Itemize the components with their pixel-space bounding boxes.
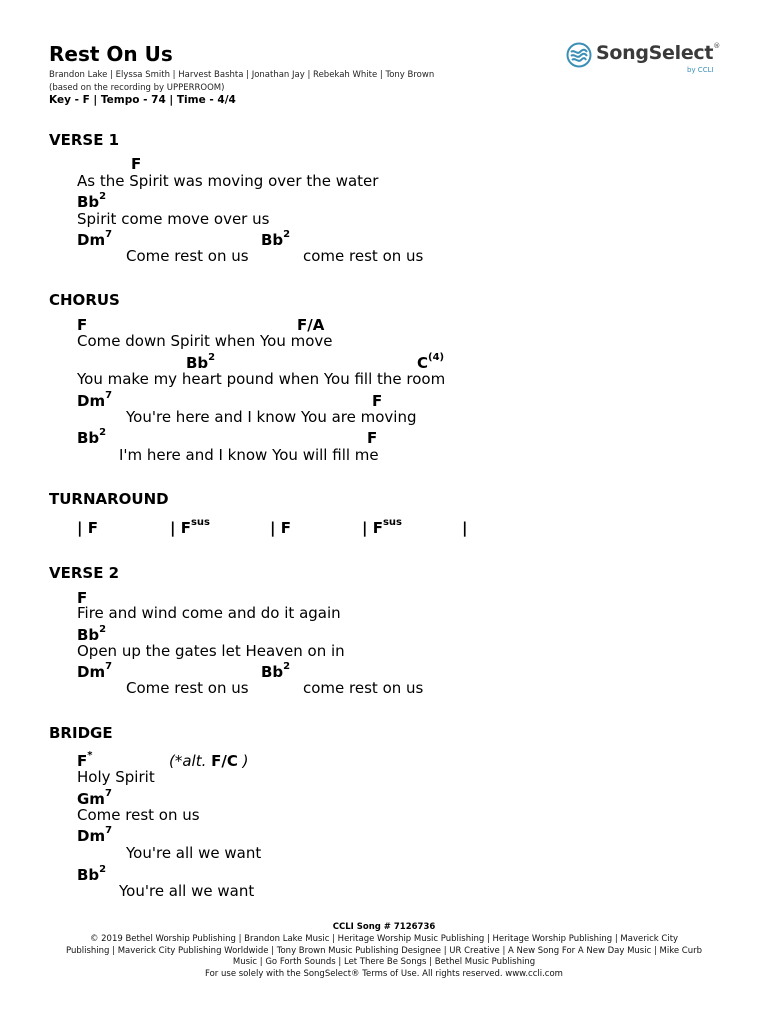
chord-root: | F <box>170 519 191 537</box>
authors-line: Brandon Lake | Elyssa Smith | Harvest Bashta | Jonathan Jay | Rebekah White | Tony Brown <box>49 70 435 80</box>
lyric-line: Fire and wind come and do it again <box>77 604 341 622</box>
ccli-song-number: CCLI Song # 7126736 <box>332 922 436 932</box>
chord-root: Bb <box>186 354 209 372</box>
turnaround-bar-end: | <box>462 519 468 537</box>
lyric-line: Open up the gates let Heaven on in <box>77 642 345 660</box>
recording-credit: (based on the recording by UPPERROOM) <box>49 83 225 93</box>
chord-extension: sus <box>190 517 210 528</box>
lyric-line: Come rest on us <box>77 806 200 824</box>
chord: F <box>372 392 383 410</box>
lyric-line: Holy Spirit <box>77 768 155 786</box>
section-bridge: BRIDGE <box>49 724 113 742</box>
chord: F <box>77 316 88 334</box>
chord: F <box>131 155 142 173</box>
alt-chord: F/C <box>211 752 238 770</box>
chord-extension: 7 <box>105 661 113 672</box>
lyric-line: You're all we want <box>119 882 255 900</box>
chord-root: C <box>417 354 429 372</box>
chord <box>261 663 290 681</box>
logo-text <box>596 42 720 64</box>
chord-root: Bb <box>77 429 100 447</box>
songselect-logo[interactable] <box>566 42 726 76</box>
lyric-line: Come rest on us <box>126 679 249 697</box>
lyric-line: You're here and I know You are moving <box>126 408 417 426</box>
chord-extension: sus <box>382 517 402 528</box>
copyright-line: Publishing | Maverick City Publishing Worldwide | Tony Brown Music Publishing Designee | UR Creative | A New Song For A New Day Music | Mike Curb <box>66 945 702 956</box>
chord-extension: 2 <box>208 352 216 363</box>
song-title: Rest On Us <box>49 42 173 66</box>
lyric-line: Come down Spirit when You move <box>77 332 333 350</box>
logo-trademark: ® <box>713 42 720 50</box>
section-verse-1: VERSE 1 <box>49 131 120 149</box>
song-meta: Key - F | Tempo - 74 | Time - 4/4 <box>49 94 236 106</box>
chord-root: Bb <box>77 193 100 211</box>
chord-extension: 2 <box>283 229 291 240</box>
chord-root: Bb <box>261 663 284 681</box>
logo-by-ccli: by CCLI <box>687 66 714 74</box>
chord-extension: 2 <box>99 864 107 875</box>
chord-extension: (4) <box>428 352 445 363</box>
chord-extension: 7 <box>104 788 112 799</box>
copyright-line: © 2019 Bethel Worship Publishing | Brandon Lake Music | Heritage Worship Music Publishing | Heritage Worship Publishing | Maverick City <box>89 934 679 944</box>
chord <box>77 663 112 681</box>
lyric-line: You're all we want <box>126 844 262 862</box>
chord-root: F <box>77 752 88 770</box>
chord-extension: 2 <box>99 191 107 202</box>
chord-extension: 2 <box>99 427 107 438</box>
chord <box>77 193 106 211</box>
songselect-wave-icon <box>566 42 592 68</box>
copyright-notice <box>40 934 728 980</box>
lyric-line: Spirit come move over us <box>77 210 270 228</box>
turnaround-bar: | F <box>77 519 98 537</box>
lyric-line: come rest on us <box>303 679 424 697</box>
chord-root: Dm <box>77 663 106 681</box>
chord-extension: 7 <box>105 390 113 401</box>
chord-extension: 2 <box>99 624 107 635</box>
chord: F <box>77 589 88 607</box>
turnaround-bar: | F <box>270 519 291 537</box>
chord-root: Dm <box>77 392 106 410</box>
chord-root: Bb <box>261 231 284 249</box>
chord-root: Dm <box>77 231 106 249</box>
section-verse-2: VERSE 2 <box>49 564 120 582</box>
chord <box>261 231 290 249</box>
turnaround-bar <box>362 519 402 537</box>
logo-name: SongSelect <box>596 42 714 64</box>
chord-extension: 7 <box>105 825 113 836</box>
chord-extension: 2 <box>283 661 291 672</box>
chord-extension: 7 <box>105 229 113 240</box>
lyric-line: come rest on us <box>303 247 424 265</box>
chord <box>77 231 112 249</box>
alt-prefix: (*alt. <box>169 752 207 770</box>
song-authors <box>49 69 434 95</box>
chord <box>77 392 112 410</box>
chord <box>77 827 112 845</box>
chord-root: Gm <box>77 790 105 808</box>
terms-of-use[interactable]: For use solely with the SongSelect® Terms of Use. All rights reserved. www.ccli.com <box>205 968 563 979</box>
alternate-chord-note <box>169 752 249 770</box>
chord <box>77 866 106 884</box>
chord-extension: * <box>87 750 93 761</box>
chord: F <box>367 429 378 447</box>
lyric-line: Come rest on us <box>126 247 249 265</box>
turnaround-bar <box>170 519 210 537</box>
section-chorus: CHORUS <box>49 291 120 309</box>
chord <box>77 429 106 447</box>
lyric-line: I'm here and I know You will fill me <box>119 446 379 464</box>
lyric-line: You make my heart pound when You fill the room <box>77 370 446 388</box>
section-turnaround: TURNAROUND <box>49 490 169 508</box>
chord-root: | F <box>362 519 383 537</box>
chord: F/A <box>297 316 325 334</box>
lyric-line: As the Spirit was moving over the water <box>77 172 379 190</box>
chord-root: Bb <box>77 626 100 644</box>
copyright-line: Music | Go Forth Sounds | Let There Be Songs | Bethel Music Publishing <box>232 957 536 967</box>
alt-suffix: ) <box>242 752 249 770</box>
chord-root: Dm <box>77 827 106 845</box>
chord-root: Bb <box>77 866 100 884</box>
